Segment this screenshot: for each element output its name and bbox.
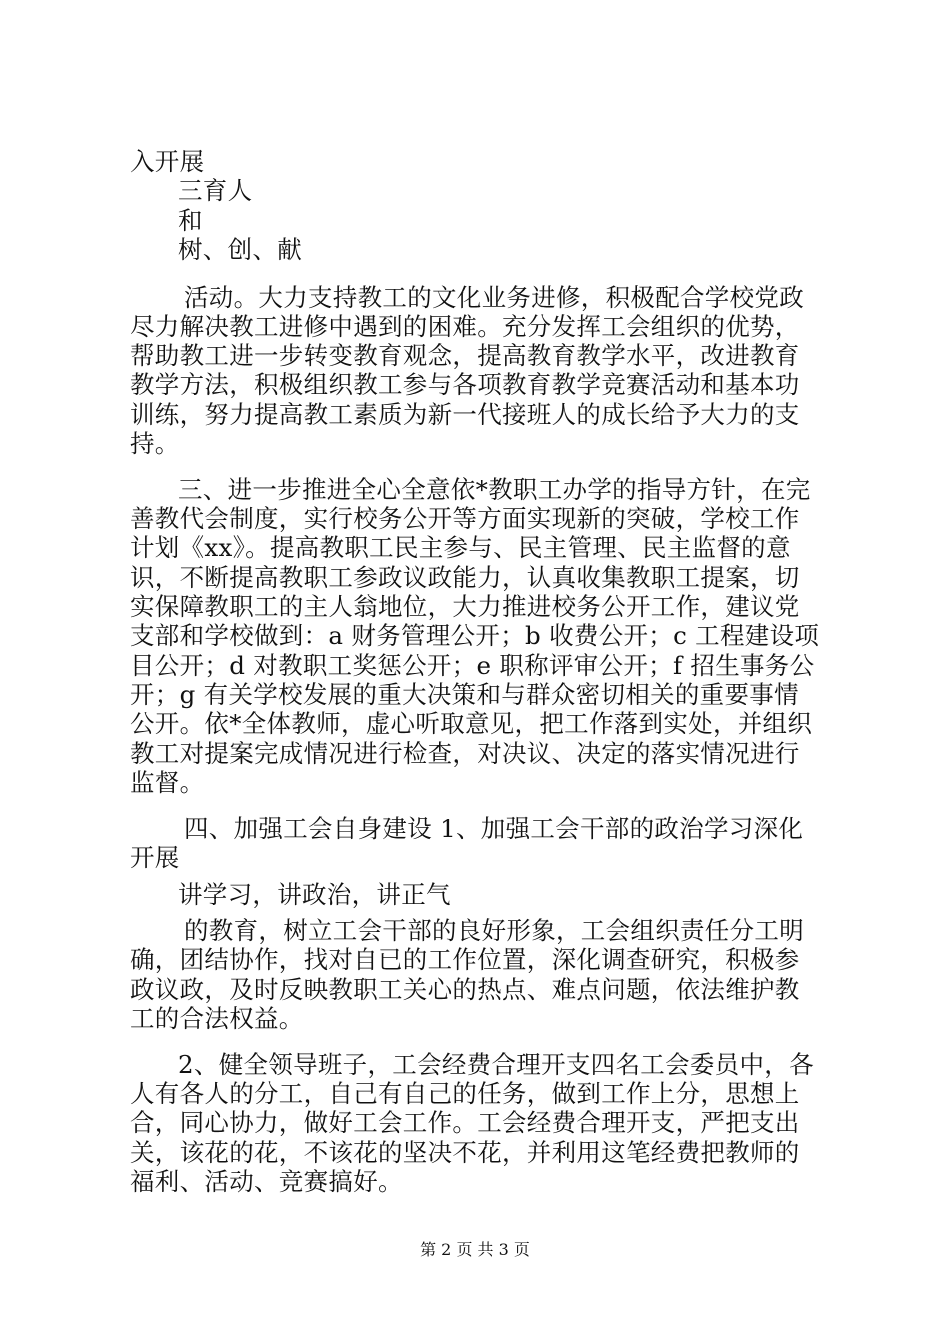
text-line: 讲学习，讲政治，讲正气 <box>178 879 451 909</box>
text-line: 教工对提案完成情况进行检查，对决议、决定的落实情况进行 <box>130 738 800 768</box>
text-line: 入开展 <box>130 147 205 176</box>
text-line: 善教代会制度，实行校务公开等方面实现新的突破，学校工作 <box>130 504 800 534</box>
text-line: 尽力解决教工进修中遇到的困难。充分发挥工会组织的优势， <box>130 311 800 341</box>
page-number-footer: 第 2 页 共 3 页 <box>420 1240 530 1259</box>
text-line: 教学方法，积极组织教工参与各项教育教学竞赛活动和基本功 <box>130 370 800 400</box>
text-line: 四、加强工会自身建设 1、加强工会干部的政治学习深化 <box>184 813 804 843</box>
text-line: 识，不断提高教职工参政议政能力，认真收集教职工提案，切 <box>130 562 800 592</box>
text-line: 政议政，及时反映教职工关心的热点、难点问题，依法维护教 <box>130 974 800 1004</box>
text-line: 福利、活动、竞赛搞好。 <box>130 1167 403 1196</box>
text-line: 实保障教职工的主人翁地位，大力推进校务公开工作，建议党 <box>130 592 800 621</box>
text-line: 公开。依*全体教师，虚心听取意见，把工作落到实处，并组织 <box>130 709 813 739</box>
text-line: 工的合法权益。 <box>130 1004 304 1033</box>
text-line: 帮助教工进一步转变教育观念，提高教育教学水平，改进教育 <box>130 341 800 371</box>
text-line: 合，同心协力，做好工会工作。工会经费合理开支，严把支出 <box>130 1108 800 1138</box>
text-line: 持。 <box>130 429 180 458</box>
text-line: 训练，努力提高教工素质为新一代接班人的成长给予大力的支 <box>130 399 800 429</box>
text-line: 支部和学校做到：a 财务管理公开；b 收费公开；c 工程建设项 <box>130 621 820 651</box>
text-line: 人有各人的分工，自己有自己的任务，做到工作上分，思想上 <box>130 1079 800 1109</box>
text-line: 监督。 <box>130 767 205 797</box>
text-line: 和 <box>178 205 203 235</box>
text-line: 目公开；d 对教职工奖惩公开；e 职称评审公开；f 招生事务公 <box>130 650 815 680</box>
text-line: 三、进一步推进全心全意依*教职工办学的指导方针，在完 <box>178 474 811 504</box>
text-line: 2、健全领导班子，工会经费合理开支四名工会委员中，各 <box>178 1049 814 1079</box>
text-line: 开展 <box>130 842 180 872</box>
text-line: 开；g 有关学校发展的重大决策和与群众密切相关的重要事情 <box>130 679 799 709</box>
text-line: 三育人 <box>178 176 253 206</box>
text-line: 计划《xx》。提高教职工民主参与、民主管理、民主监督的意 <box>130 533 791 563</box>
text-line: 确，团结协作，找对自已的工作位置，深化调查研究，积极参 <box>130 945 800 975</box>
text-line: 活动。大力支持教工的文化业务进修，积极配合学校党政 <box>184 282 804 312</box>
text-line: 关，该花的花，不该花的坚决不花，并利用这笔经费把教师的 <box>130 1137 800 1167</box>
text-line: 树、创、献 <box>178 234 302 264</box>
text-line: 的教育，树立工会干部的良好形象，工会组织责任分工明 <box>184 916 804 946</box>
